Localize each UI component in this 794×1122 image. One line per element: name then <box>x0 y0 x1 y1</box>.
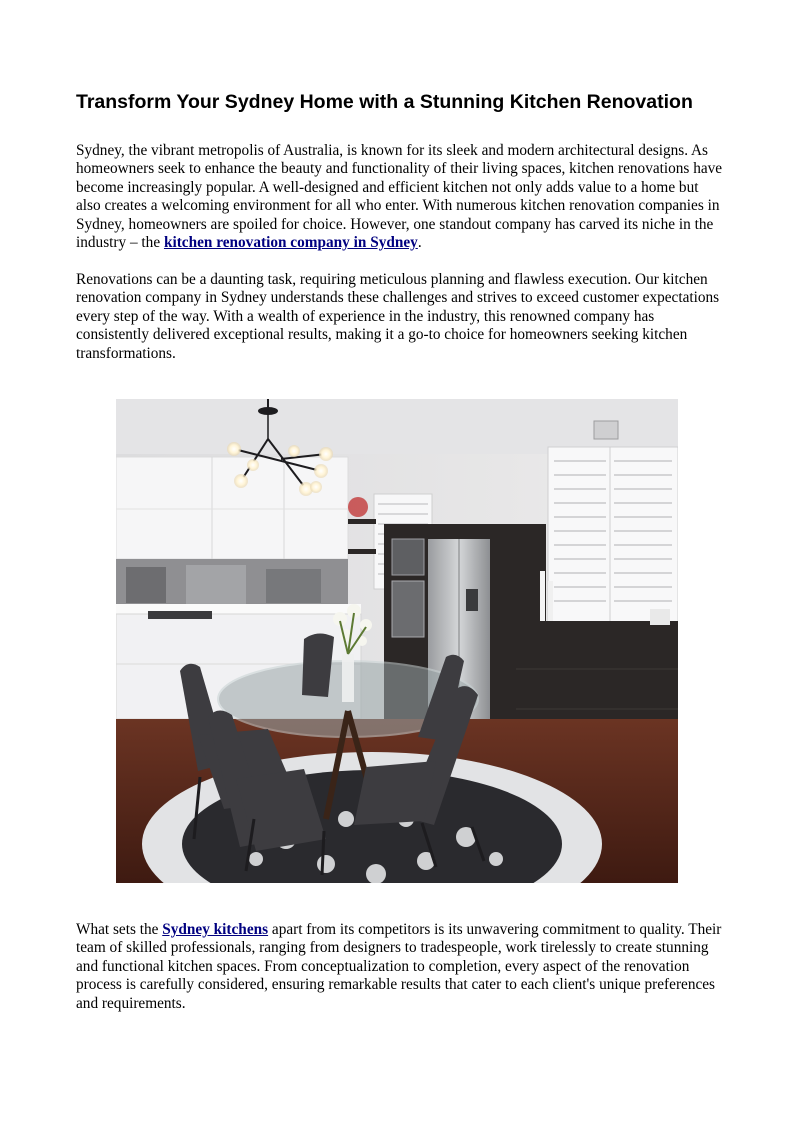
kitchen-photo <box>116 399 678 883</box>
article-title: Transform Your Sydney Home with a Stunning Kitchen Renovation <box>76 91 693 113</box>
quality-intro: What sets the <box>76 921 163 938</box>
intro-paragraph <box>76 142 726 252</box>
sydney-kitchens-link[interactable]: Sydney kitchens <box>162 921 269 938</box>
kitchen-renovation-link[interactable]: kitchen renovation company in Sydney <box>163 234 418 252</box>
quality-text: apart from its competitors is its unwavering commitment to quality. Their team of skilled professionals, ranging from designers to tradespeople, work tirelessly to create stunning and functional kitchen spaces. From conceptualization to completion, every aspect of the renovation process is carefully considered, ensuring remarkable results that cater to each client's unique preferences and requirements. <box>76 921 722 1012</box>
challenges-paragraph: Renovations can be a daunting task, requiring meticulous planning and flawless execution. Our kitchen renovation company in Sydney understands these challenges and strives to exceed customer expectations every step of the way. With a wealth of experience in the industry, this renowned company has consistently delivered exceptional results, making it a go-to choice for homeowners seeking kitchen transformations. <box>76 271 720 362</box>
quality-paragraph <box>76 921 726 1013</box>
intro-text: Sydney, the vibrant metropolis of Australia, is known for its sleek and modern architectural designs. As homeowners seek to enhance the beauty and functionality of their living spaces, kitchen renovations have become increasingly popular. A well-designed and efficient kitchen not only adds value to a home but also creates a welcoming environment for all who enter. With numerous kitchen renovation companies in Sydney, homeowners are spoiled for choice. However, one standout company has carved its niche in the industry – the <box>76 142 723 252</box>
intro-end: . <box>417 234 422 252</box>
